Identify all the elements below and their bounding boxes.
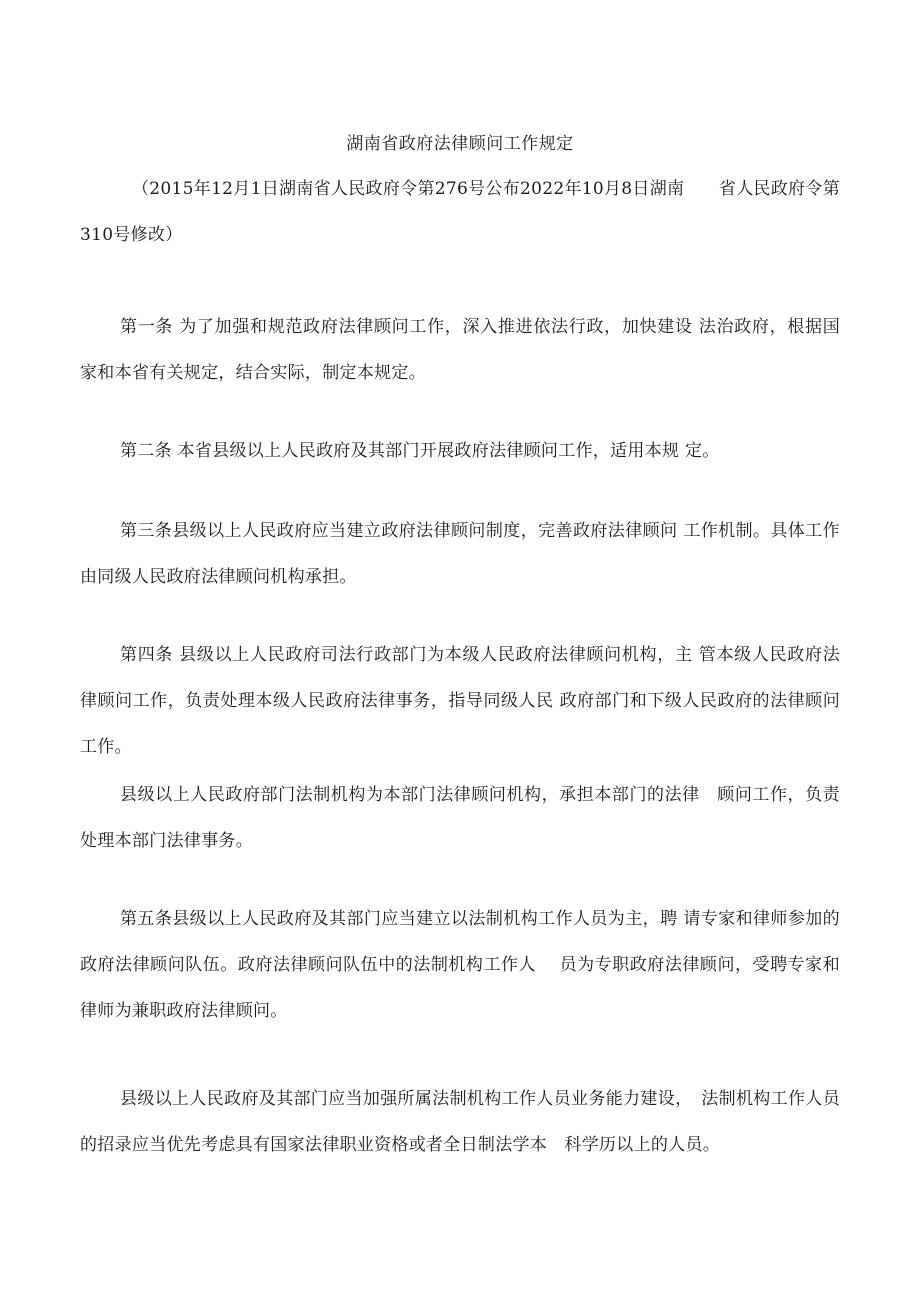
document-title: 湖南省政府法律顾问工作规定 bbox=[346, 134, 574, 154]
article-3: 第三条县级以上人民政府应当建立政府法律顾问制度，完善政府法律顾问 工作机制。具体工作由同级人民政府法律顾问机构承担。 bbox=[80, 521, 840, 587]
article-5: 第五条县级以上人民政府及其部门应当建立以法制机构工作人员为主，聘 请专家和律师参加的政府法律顾问队伍。政府法律顾问队伍中的法制机构工作人 员为专职政府法律顾问，受聘专家和律师为兼职政府法律顾问。 bbox=[80, 909, 840, 1021]
article-1: 第一条 为了加强和规范政府法律顾问工作，深入推进依法行政，加快建设 法治政府，根据国家和本省有关规定，结合实际，制定本规定。 bbox=[80, 317, 840, 383]
article-5-paragraph-2: 县级以上人民政府及其部门应当加强所属法制机构工作人员业务能力建设， 法制机构工作人员的招录应当优先考虑具有国家法律职业资格或者全日制法学本 科学历以上的人员。 bbox=[80, 1089, 840, 1155]
article-4: 第四条 县级以上人民政府司法行政部门为本级人民政府法律顾问机构，主 管本级人民政府法律顾问工作，负责处理本级人民政府法律事务，指导同级人民 政府部门和下级人民政府的法律顾问工作。 bbox=[80, 645, 840, 757]
article-2: 第二条 本省县级以上人民政府及其部门开展政府法律顾问工作，适用本规 定。 bbox=[120, 441, 720, 461]
article-4-paragraph-2: 县级以上人民政府部门法制机构为本部门法律顾问机构，承担本部门的法律 顾问工作，负责处理本部门法律事务。 bbox=[80, 785, 840, 851]
document-subtitle: （2015年12月1日湖南省人民政府令第276号公布2022年10月8日湖南 省人民政府令第310号修改） bbox=[80, 179, 840, 245]
